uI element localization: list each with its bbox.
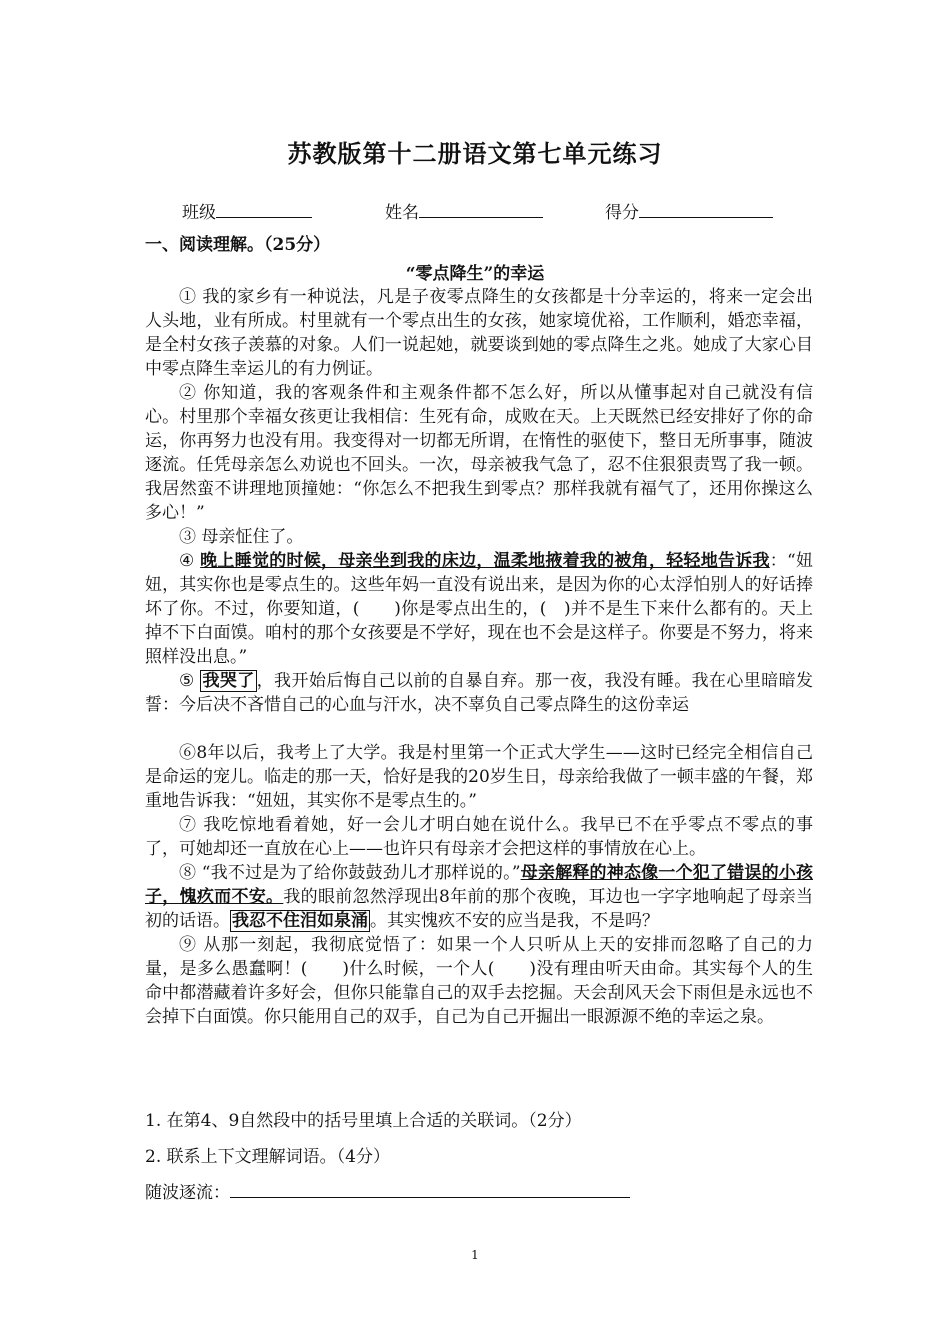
name-label: 姓名 [385, 203, 419, 223]
paragraph-5: ⑤ 我哭了 ，我开始后悔自己以前的自暴自弃。那一夜，我没有睡。我在心里暗暗发誓：今后决不吝惜自己的心血与汗水，决不辜负自己零点降生的这份幸运 [145, 671, 814, 715]
passage-title: “零点降生”的幸运 [405, 264, 545, 284]
underlined-sentence: 母亲解释的神态像一个犯了错误的小孩子，愧疚而不安。 [145, 863, 813, 907]
passage-body [145, 285, 813, 1029]
term-label: 随波逐流： [145, 1183, 230, 1203]
paragraph-4: ④ 晚上睡觉的时候，母亲坐到我的床边，温柔地掖着我的被角，轻轻地告诉我：“妞妞，其实你也是零点生的。这些年妈一直没有说出来，是因为你的心太浮怕别人的好话捧坏了你。不过，你要知道，( )你是零点出生的，( )并不是生下来什么都有的。天上掉不下白面馍。咱村的那个女孩要是不学好，现在也不会是这样子。你要是不努力，将来照样没出息。” [145, 551, 813, 667]
section-heading: 一、阅读理解。（25分） [145, 235, 331, 255]
boxed-phrase: 我忍不住泪如泉涌 [232, 911, 368, 931]
score-field [605, 198, 773, 223]
paragraph-8: ⑧ “我不过是为了给你鼓鼓劲儿才那样说的。”母亲解释的神态像一个犯了错误的小孩子，愧疚而不安。我的眼前忽然浮现出8年前的那个夜晚，耳边也一字字地响起了母亲当初的话语。 我忍不住泪如泉涌 。其实愧疚不安的应当是我，不是吗？ [145, 863, 813, 931]
underlined-sentence: 晚上睡觉的时候，母亲坐到我的床边，温柔地掖着我的被角，轻轻地告诉我 [200, 551, 770, 571]
answer-blank[interactable] [230, 1179, 630, 1198]
paragraph-6: ⑥8年以后，我考上了大学。我是村里第一个正式大学生——这时已经完全相信自己是命运的宠儿。临走的那一天，恰好是我的20岁生日，母亲给我做了一顿丰盛的午餐，郑重地告诉我：“妞妞，其实你不是零点生的。” [145, 743, 813, 811]
boxed-phrase: 我哭了 [202, 671, 255, 691]
paragraph-7: ⑦ 我吃惊地看着她，好一会儿才明白她在说什么。我早已不在乎零点不零点的事了，可她却还一直放在心上——也许只有母亲才会把这样的事情放在心上。 [145, 815, 813, 859]
name-blank[interactable] [419, 199, 543, 218]
question-2: 2. 联系上下文理解词语。（4分） [145, 1147, 390, 1167]
question-2-term [145, 1178, 630, 1203]
paragraph-1: ① 我的家乡有一种说法，凡是子夜零点降生的女孩都是十分幸运的，将来一定会出人头地，业有所成。村里就有一个零点出生的女孩，她家境优裕，工作顺利，婚恋幸福，是全村女孩子羡慕的对象。人们一说起她，就要谈到她的零点降生之兆。她成了大家心目中零点降生幸运儿的有力例证。 [145, 287, 813, 379]
class-field [182, 198, 312, 223]
name-field [385, 198, 543, 223]
class-blank[interactable] [216, 199, 312, 218]
question-1: 1. 在第4、9自然段中的括号里填上合适的关联词。（2分） [145, 1111, 582, 1131]
paragraph-2: ② 你知道，我的客观条件和主观条件都不怎么好，所以从懂事起对自己就没有信心。村里那个幸福女孩更让我相信：生死有命，成败在天。上天既然已经安排好了你的命运，你再努力也没有用。我变得对一切都无所谓，在惰性的驱使下，整日无所事事，随波逐流。任凭母亲怎么劝说也不回头。一次，母亲被我气急了，忍不住狠狠责骂了我一顿。我居然蛮不讲理地顶撞她：“你怎么不把我生到零点？那样我就有福气了，还用你操这么多心！” [145, 383, 813, 523]
page-title: 苏教版第十二册语文第七单元练习 [287, 139, 663, 168]
page-number: 1 [471, 1248, 479, 1262]
score-label: 得分 [605, 203, 639, 223]
paragraph-9: ⑨ 从那一刻起，我彻底觉悟了：如果一个人只听从上天的安排而忽略了自己的力量，是多么愚蠢啊！( )什么时候，一个人( )没有理由听天由命。其实每个人的生命中都潜藏着许多好会，但你只能靠自己的双手去挖掘。天会刮风天会下雨但是永远也不会掉下白面馍。你只能用自己的双手，自己为自己开掘出一眼源源不绝的幸运之泉。 [145, 935, 813, 1027]
class-label: 班级 [182, 203, 216, 223]
paragraph-3: ③ 母亲怔住了。 [179, 527, 304, 547]
score-blank[interactable] [639, 199, 773, 218]
